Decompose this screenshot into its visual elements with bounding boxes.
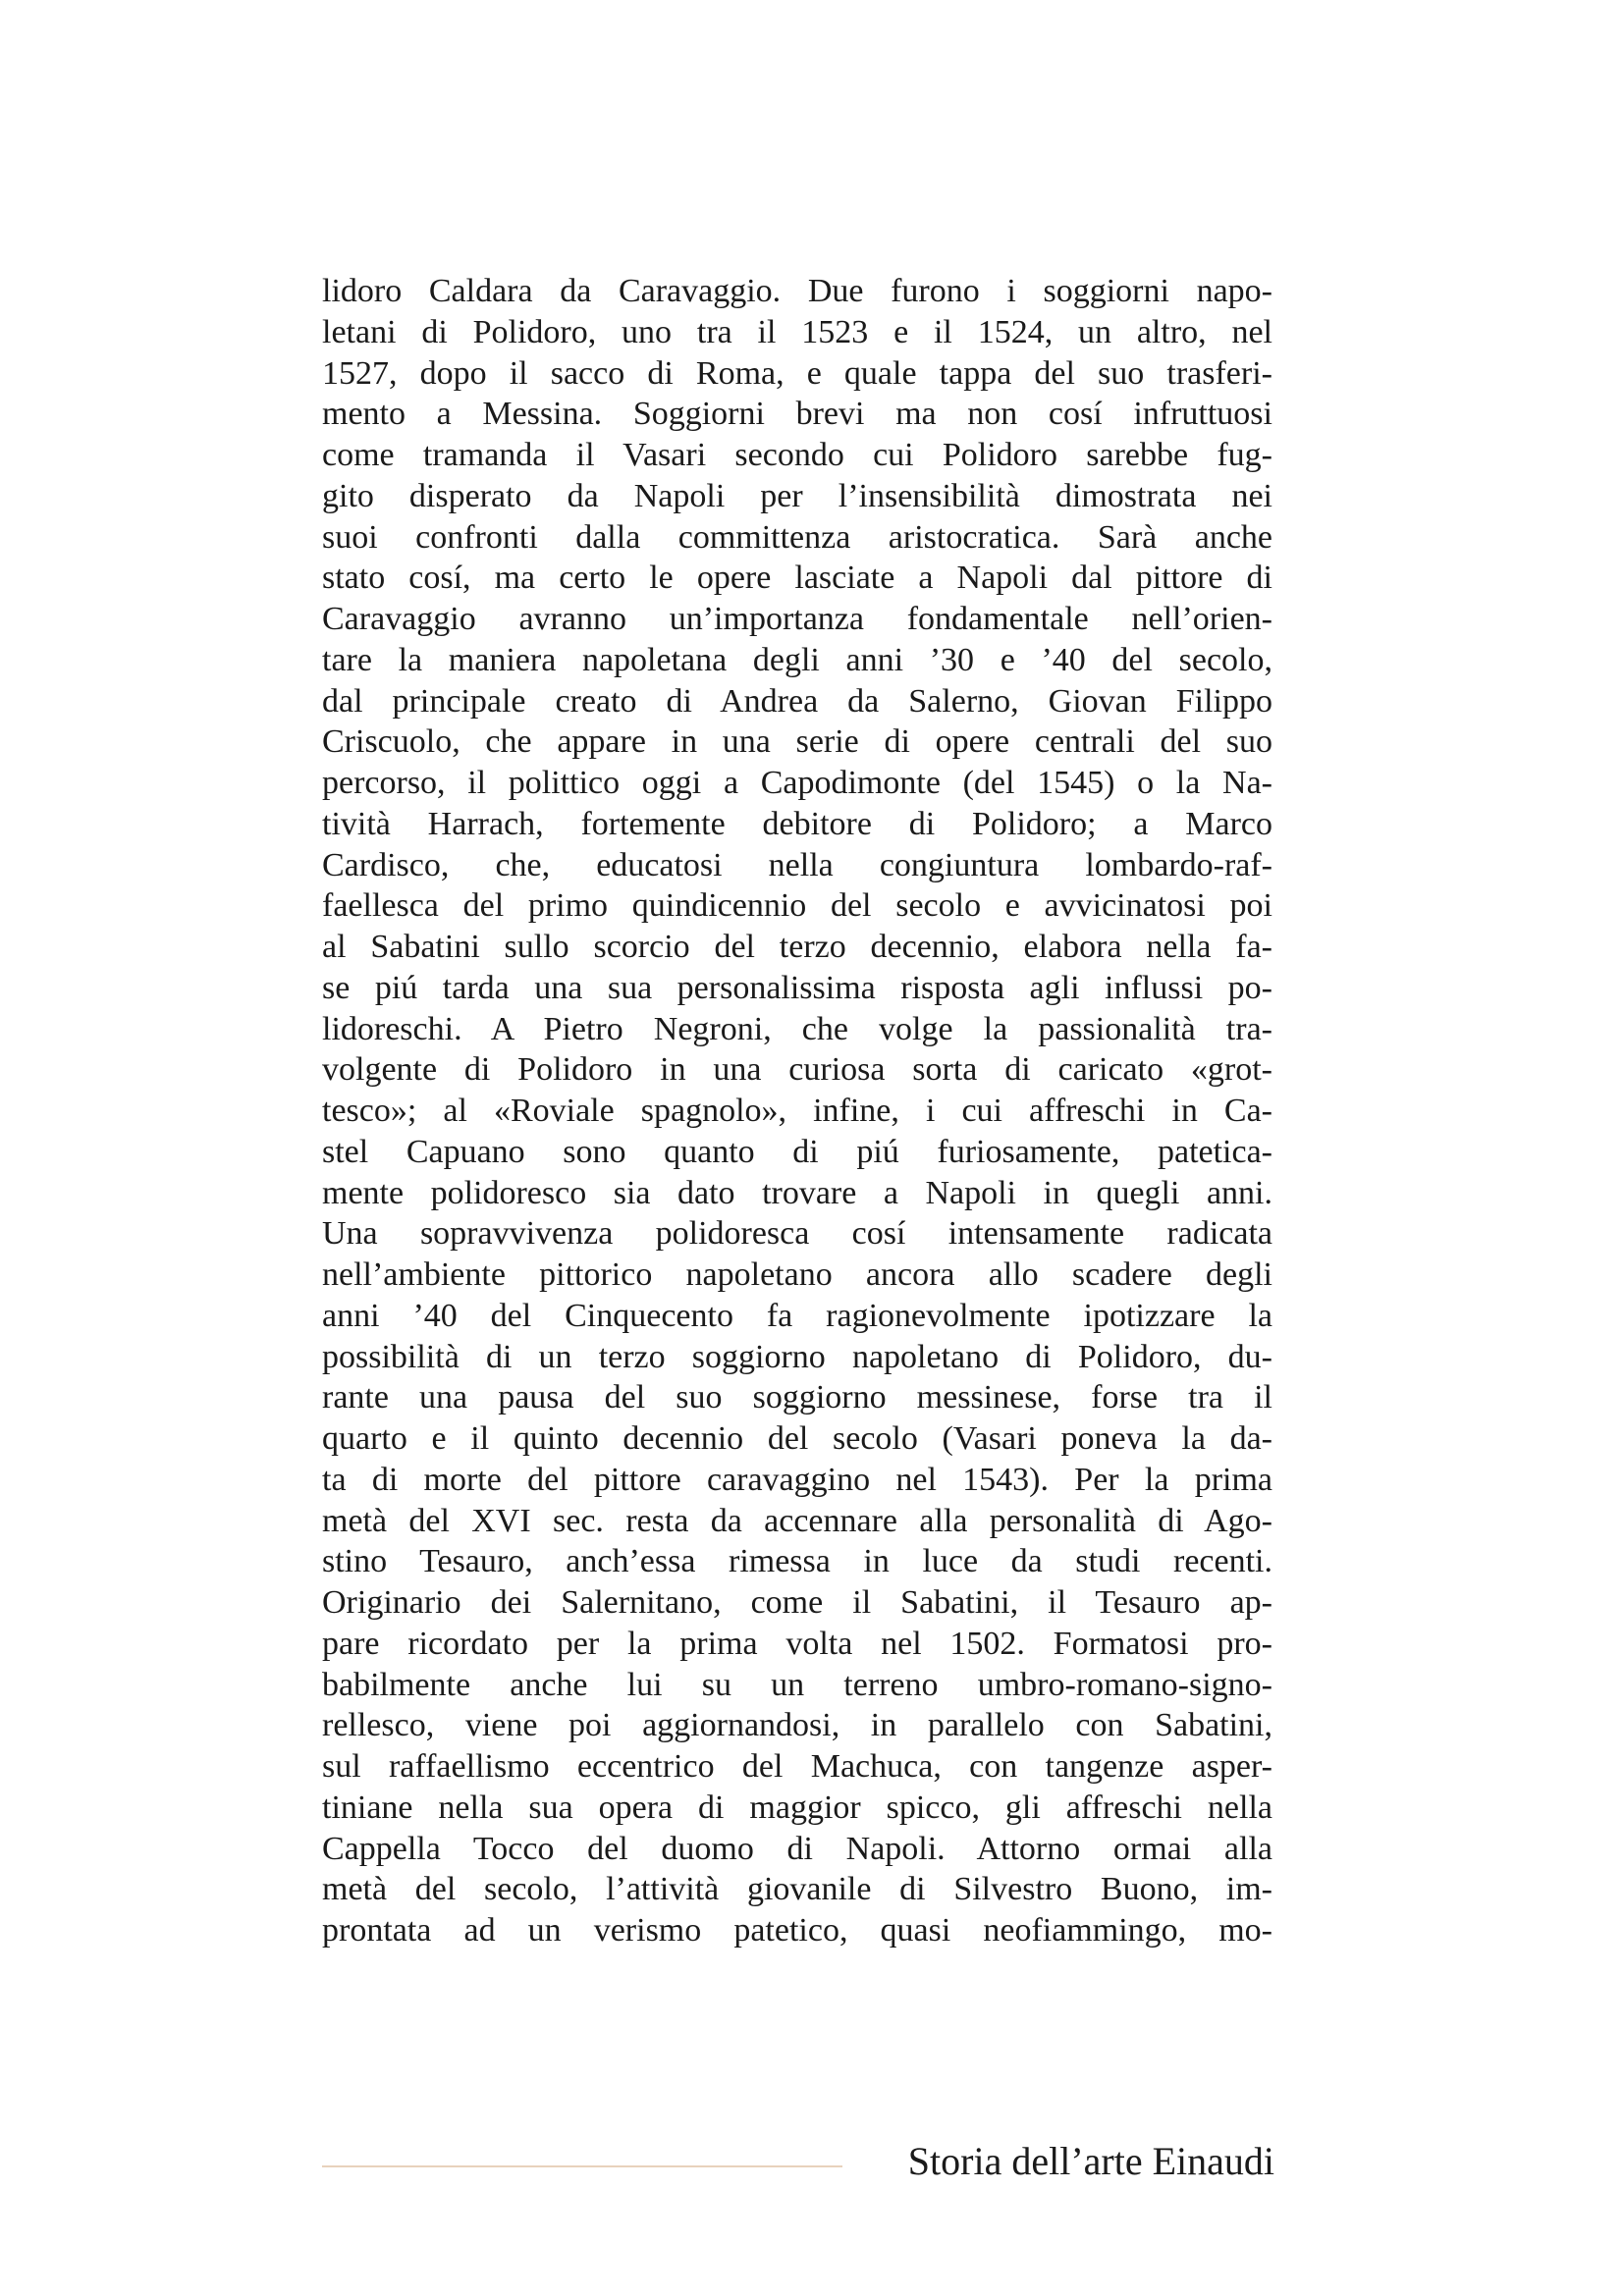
text-line: metà del XVI sec. resta da accennare alla personalità di Ago-	[322, 1502, 1272, 1539]
text-line: pare ricordato per la prima volta nel 1502. Formatosi pro-	[322, 1625, 1272, 1662]
text-line: percorso, il polittico oggi a Capodimonte (del 1545) o la Na-	[322, 765, 1272, 801]
text-line: volgente di Polidoro in una curiosa sorta di caricato «grot-	[322, 1051, 1272, 1089]
text-line: anni ’40 del Cinquecento fa ragionevolmente ipotizzare la	[322, 1297, 1272, 1334]
text-line: 1527, dopo il sacco di Roma, e quale tappa del suo trasferi-	[322, 354, 1272, 392]
text-line: lidoro Caldara da Caravaggio. Due furono i soggiorni napo-	[322, 273, 1272, 309]
text-line: mente polidoresco sia dato trovare a Napoli in quegli anni.	[322, 1174, 1272, 1211]
text-line: Una sopravvivenza polidoresca cosí intensamente radicata	[322, 1215, 1272, 1253]
text-line: metà del secolo, l’attività giovanile di Silvestro Buono, im-	[322, 1871, 1272, 1908]
text-line: rellesco, viene poi aggiornandosi, in parallelo con Sabatini,	[322, 1707, 1272, 1744]
text-line: stel Capuano sono quanto di piú furiosamente, patetica-	[322, 1133, 1272, 1170]
text-line: Criscuolo, che appare in una serie di opere centrali del suo	[322, 723, 1272, 761]
text-line: tare la maniera napoletana degli anni ’30 e ’40 del secolo,	[322, 641, 1272, 678]
text-line: Cardisco, che, educatosi nella congiuntura lombardo-raf-	[322, 846, 1272, 883]
text-line: prontata ad un verismo patetico, quasi neofiammingo, mo-	[322, 1912, 1272, 1949]
text-line: faellesca del primo quindicennio del secolo e avvicinatosi poi	[322, 887, 1272, 925]
text-line: Originario dei Salernitano, come il Sabatini, il Tesauro ap-	[322, 1584, 1272, 1621]
text-line: mento a Messina. Soggiorni brevi ma non cosí infruttuosi	[322, 396, 1272, 433]
text-line: gito disperato da Napoli per l’insensibilità dimostrata nei	[322, 477, 1272, 514]
text-line: letani di Polidoro, uno tra il 1523 e il 1524, un altro, nel	[322, 313, 1272, 350]
text-line: tività Harrach, fortemente debitore di Polidoro; a Marco	[322, 805, 1272, 842]
text-line: babilmente anche lui su un terreno umbro-romano-signo-	[322, 1666, 1272, 1703]
text-line: al Sabatini sullo scorcio del terzo decennio, elabora nella fa-	[322, 929, 1272, 965]
text-line: Caravaggio avranno un’importanza fondamentale nell’orien-	[322, 601, 1272, 637]
text-line: tiniane nella sua opera di maggior spicco, gli affreschi nella	[322, 1789, 1272, 1826]
text-line: sul raffaellismo eccentrico del Machuca, con tangenze asper-	[322, 1748, 1272, 1785]
text-line: lidoreschi. A Pietro Negroni, che volge la passionalità tra-	[322, 1010, 1272, 1047]
text-line: se piú tarda una sua personalissima risposta agli influssi po-	[322, 969, 1272, 1006]
text-line: stino Tesauro, anch’essa rimessa in luce da studi recenti.	[322, 1543, 1272, 1580]
text-line: ta di morte del pittore caravaggino nel 1543). Per la prima	[322, 1461, 1272, 1498]
text-line: possibilità di un terzo soggiorno napoletano di Polidoro, du-	[322, 1338, 1272, 1375]
text-line: nell’ambiente pittorico napoletano ancora allo scadere degli	[322, 1256, 1272, 1293]
footer-rule	[322, 2165, 842, 2167]
body-text	[322, 271, 1272, 1951]
text-line: come tramanda il Vasari secondo cui Polidoro sarebbe fug-	[322, 437, 1272, 473]
text-line: rante una pausa del suo soggiorno messinese, forse tra il	[322, 1379, 1272, 1416]
text-line: quarto e il quinto decennio del secolo (Vasari poneva la da-	[322, 1420, 1272, 1457]
footer-title: Storia dell’arte Einaudi	[907, 2139, 1274, 2183]
text-line: tesco»; al «Roviale spagnolo», infine, i cui affreschi in Ca-	[322, 1093, 1272, 1129]
text-line: stato cosí, ma certo le opere lasciate a Napoli dal pittore di	[322, 560, 1272, 597]
text-line: suoi confronti dalla committenza aristocratica. Sarà anche	[322, 518, 1272, 556]
text-line: dal principale creato di Andrea da Salerno, Giovan Filippo	[322, 682, 1272, 720]
text-line: Cappella Tocco del duomo di Napoli. Attorno ormai alla	[322, 1830, 1272, 1867]
